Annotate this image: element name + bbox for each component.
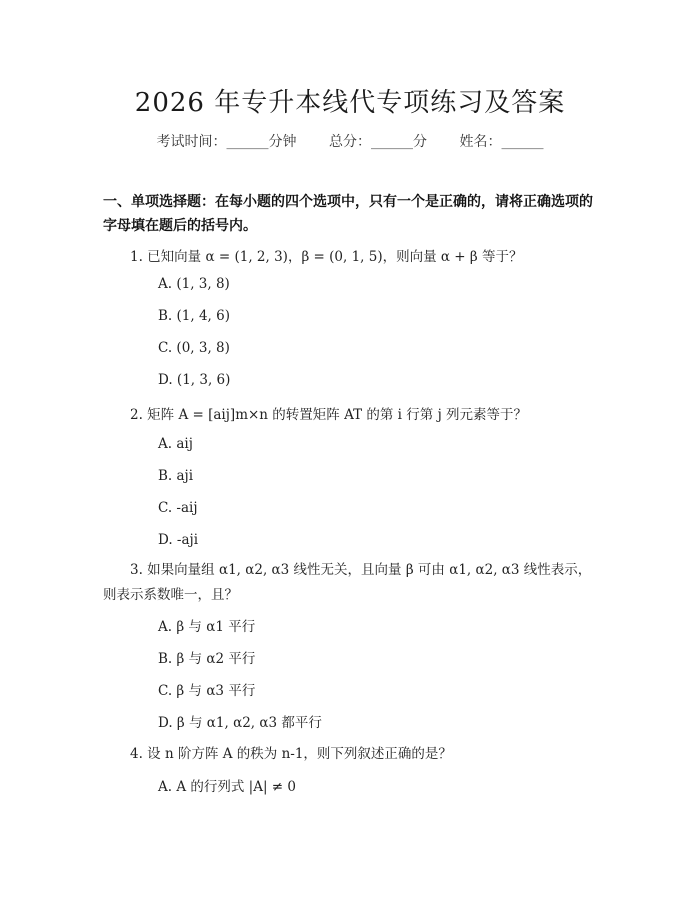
option-a: A. (1, 3, 8) [158, 276, 230, 292]
option-b: B. β 与 α2 平行 [158, 651, 256, 667]
name-field: 姓名：______ [459, 134, 544, 150]
exam-meta [0, 131, 700, 151]
total-score-field: 总分：______分 [329, 134, 427, 150]
option-a: A. A 的行列式 |A| ≠ 0 [158, 779, 296, 795]
option-a: A. β 与 α1 平行 [158, 619, 256, 635]
exam-time-field: 考试时间：______分钟 [156, 134, 297, 150]
question-stem: 4. 设 n 阶方阵 A 的秩为 n-1，则下列叙述正确的是？ [130, 746, 452, 762]
option-d: D. (1, 3, 6) [158, 372, 231, 388]
option-d: D. -aji [158, 532, 199, 548]
question-stem: 2. 矩阵 A = [aij]m×n 的转置矩阵 AT 的第 i 行第 j 列元素等于？ [130, 407, 528, 423]
option-d: D. β 与 α1, α2, α3 都平行 [158, 715, 322, 731]
option-b: B. (1, 4, 6) [158, 308, 230, 324]
question-stem: 1. 已知向量 α = (1, 2, 3)，β = (0, 1, 5)，则向量 α + β 等于？ [130, 249, 523, 265]
page-title: 2026 年专升本线代专项练习及答案 [134, 88, 566, 118]
option-c: C. -aij [158, 500, 198, 516]
question-stem: 3. 如果向量组 α1, α2, α3 线性无关，且向量 β 可由 α1, α2, α3 线性表示，则表示系数唯一，且？ [103, 562, 592, 603]
section-heading: 一、单项选择题：在每小题的四个选项中，只有一个是正确的，请将正确选项的字母填在题后的括号内。 [103, 194, 593, 234]
option-b: B. aji [158, 468, 194, 484]
option-a: A. aij [158, 436, 193, 452]
option-c: C. β 与 α3 平行 [158, 683, 256, 699]
option-c: C. (0, 3, 8) [158, 340, 230, 356]
